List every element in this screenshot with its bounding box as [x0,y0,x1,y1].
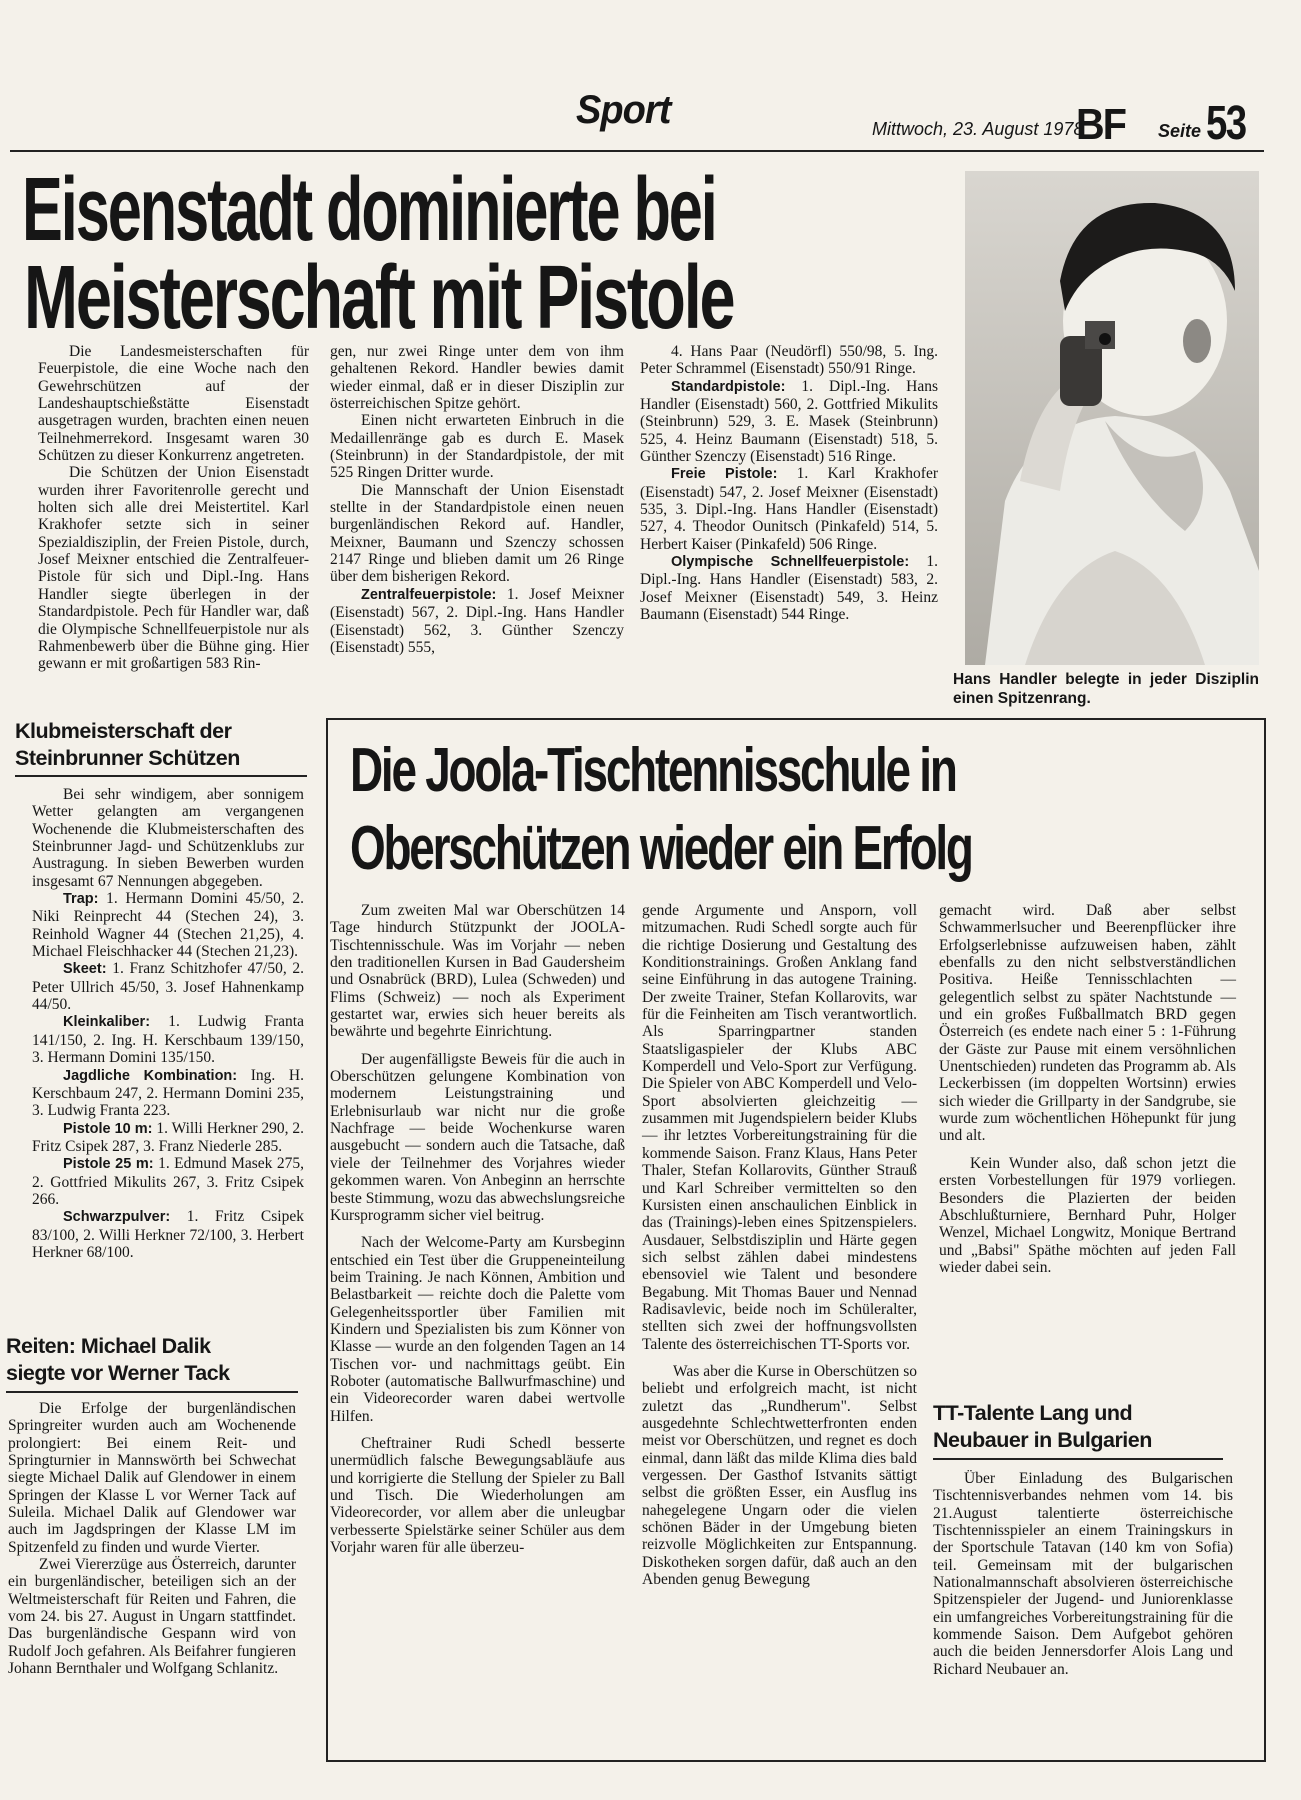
klub-result-pistole-10: Pistole 10 m: 1. Willi Herkner 290, 2. Fritz Csipek 287, 3. Franz Niederle 285. [32,1119,305,1155]
result-label: Zentralfeuerpistole: [361,586,497,603]
joola-headline-line-2: Oberschützen wieder ein Erfolg [350,814,972,883]
klub-result-jagdlich: Jagdliche Kombination: Ing. H. Kerschbaum 247, 2. Hermann Domini 235, 3. Ludwig Franta 223. [32,1066,304,1120]
tt-paragraph-1: Über Einladung des Bulgarischen Tischtennisverbandes nehmen vom 14. bis 21.August talentierte österreichische Tischtennisspieler an einem Trainingskurs in der Sportschule Tatavan (140 km von Sofia) teil. Gemeinsam mit der bulgarischen Nationalmannschaft absolvieren österreichische Spitzenspieler der Jugend- und Juniorenklasse ein umfangreiches Vorbereitungstraining für die kommende Saison. Dem Aufgebot gehören auch die beiden Jennersdorfer Alois Lang und Richard Neubauer an. [933,1470,1233,1678]
main-article-column-3 [640,343,938,624]
header-rule [10,150,1264,152]
klub-paragraph-intro: Bei sehr windigem, aber sonnigem Wetter gelangten am vergangenen Wochenende die Klubmeisterschaften des Steinbrunner Jagd- und Schützenklubs zur Austragung. In sieben Bewerben wurden insgesamt 67 Nennungen abgegeben. [32,786,304,890]
main-col3-paragraph-2: Standardpistole: 1. Dipl.-Ing. Hans Handler (Eisenstadt) 560, 2. Gottfried Mikulits (Steinbrunn) 529, 3. E. Masek (Steinbrunn) 525, 4. Heinz Baumann (Eisenstadt) 518, 5. Günther Szenczy (Eisenstadt) 516 Ringe. [640,377,938,466]
main-article-column-1 [38,343,309,673]
main-col3-paragraph-3: Freie Pistole: 1. Karl Krakhofer (Eisenstadt) 547, 2. Josef Meixner (Eisenstadt) 535, 3. Dipl.-Ing. Hans Handler (Eisenstadt) 527, 4. Theodor Ounitsch (Pinkafeld) 514, 5. Herbert Kaiser (Pinkafeld) 506 Ringe. [640,465,939,553]
main-col3-paragraph-1: 4. Hans Paar (Neudörfl) 550/98, 5. Ing. Peter Schrammel (Eisenstadt) 550/91 Ringe. [640,343,938,378]
tt-article-title: TT-Talente Lang und Neubauer in Bulgarien [933,1401,1152,1452]
joola-c2-paragraph-1: gende Argumente und Ansporn, voll mitzumachen. Rudi Schedl sorgte auch für die richtige Dosierung und Gestaltung des Konditionstrainings. Großen Anklang fand seine Einführung in das autogene Training. Der zweite Trainer, Stefan Kollarovits, war für die Feinheiten am Tisch verantwortlich. Als Sparringpartner standen Staatsligaspieler der Klubs ABC Komperdell und Velo-Sport zur Verfügung. Die Spieler von ABC Komperdell und Velo-Sport absolvierten gleichzeitig — zusammen mit Jugendspielern beider Klubs — ihr letztes Vorbereitungstraining für die kommende Saison. Franz Klaus, Hans Peter Thaler, Stefan Kollarovits, Günther Strauß und Karl Schreiber vermittelten so den Kursisten einen anschaulichen Einblick in das (Trainings)-leben eines Spitzenspielers. Ausdauer, Selbstdisziplin und Härte gegen sich selbst zählen dabei mindestens ebensoviel wie Talent und besondere Begabung. Mit Thomas Bauer und Nennad Radisavlevic, beide noch im Schüleralter, stellten sich zwei der hoffnungsvollsten Talente des österreichischen TT-Sports vor. [642,902,917,1353]
newspaper-logo: BF [1076,100,1126,149]
photo-caption: Hans Handler belegte in jeder Disziplin einen Spitzenrang. [953,671,1259,707]
main-col2-paragraph-4: Zentralfeuerpistole: 1. Josef Meixner (Eisenstadt) 567, 2. Dipl.-Ing. Hans Handler (Eisenstadt) 562, 3. Günther Szenczy (Eisenstadt) 555, [330,585,624,656]
klub-result-skeet: Skeet: 1. Franz Schitzhofer 47/50, 2. Peter Ullrich 45/50, 3. Josef Hahnenkamp 44/50. [32,960,305,1014]
klub-article-body [32,786,304,1261]
main-col2-paragraph-3: Die Mannschaft der Union Eisenstadt stellte in der Standardpistole einen neuen burgenländischen Rekord auf. Handler, Meixner, Baumann und Szenczy schossen 2147 Ringe und blieben damit um 26 Ringe über dem bisherigen Rekord. [330,481,624,586]
main-col2-paragraph-2: Einen nicht erwarteten Einbruch in die Medaillenränge gab es durch E. Masek (Steinbrunn) in der Standardpistole, der mit 525 Ringen Dritter wurde. [330,412,624,482]
shooter-photo [965,171,1259,665]
main-article-column-2 [330,343,624,656]
joola-c1-paragraph-4: Cheftrainer Rudi Schedl besserte unermüdlich falsche Bewegungsabläufe aus und korrigierte die Stellung der Spieler zu Ball und Tisch. Die Wiederholungen am Videorecorder, vor allem aber die unleugbar verbesserte Spielstärke seiner Schüler aus dem Vorjahr waren für alle überzeu- [330,1434,625,1557]
klub-result-pistole-25: Pistole 25 m: 1. Edmund Masek 275, 2. Gottfried Mikulits 267, 3. Fritz Csipek 266. [32,1155,305,1208]
joola-headline-line-1: Die Joola-Tischtennisschule in [350,736,956,805]
klub-result-schwarzpulver: Schwarzpulver: 1. Fritz Csipek 83/100, 2. Willi Herkner 72/100, 3. Herbert Herkner 68/100. [32,1208,304,1261]
main-col2-paragraph-1: gen, nur zwei Ringe unter dem von ihm gehaltenen Rekord. Handler bewies damit wieder einmal, daß er in dieser Disziplin zur österreichischen Spitze gehört. [330,343,624,413]
shooter-photo-image [965,171,1259,665]
joola-column-1 [330,902,625,1556]
main-headline-line-2: Meisterschaft mit Pistole [24,248,734,348]
joola-c1-paragraph-3: Nach der Welcome-Party am Kursbeginn entschied ein Test über die Gruppeneinteilung beim Training. Je nach Können, Ambition und Belastbarkeit — reichte doch die Palette vom Gelegenheitssportler über Familien mit Kindern und Spezialisten bis zum Könner von Klasse — wurde an den folgenden Tagen an 14 Tischen vor- und nachmittags geübt. Ein Roboter (automatische Ballwurfmaschine) und ein Videorecorder waren dabei wertvolle Hilfen. [330,1234,625,1425]
joola-c2-paragraph-2: Was aber die Kurse in Oberschützen so beliebt und erfolgreich macht, ist nicht zuletzt das „Rundherum". Selbst ausgedehnte Schlechtwetterfronten enden meist vor Oberschützen, und regnet es doch einmal, dann läßt das milde Klima dies bald vergessen. Der Gasthof Istvanits sättigt selbst die größten Esser, ein Ausflug ins nahegelegene Ungarn oder die vielen schönen Bäder in der Umgebung bieten reizvolle Möglichkeiten zur Entspannung. Diskotheken sorgen dafür, daß auch an den Abenden genug Bewegung [642,1362,917,1589]
joola-c1-paragraph-2: Der augenfälligste Beweis für die auch in Oberschützen gelungene Kombination von modernem Leistungstraining und Erlebnisurlaub war nicht nur die große Nachfrage — beide Wochenkurse waren ausgebucht — sondern auch die Tatsache, daß viele der Teilnehmer des Vorjahres wieder gekommen waren. Von Anbeginn an herrschte beste Stimmung, wozu das abwechslungsreiche Kursprogramm sicher viel beitrug. [330,1050,625,1224]
reiten-paragraph-2: Zwei Viererzüge aus Österreich, darunter ein burgenländischer, beteiligen sich an der Weltmeisterschaft für Reiten und Fahren, die vom 24. bis 27. August in Ungarn stattfindet. Das burgenländische Gespann wird von Rudolf Joch gefahren. Als Beifahrer fungieren Johann Bernthaler und Wolfgang Schlanitz. [8,1556,296,1678]
page-label: Seite [1158,121,1202,141]
joola-c3-paragraph-2: Kein Wunder also, daß schon jetzt die ersten Vorbestellungen für 1979 vorliegen. Besonders die Plazierten der beiden Abschlußturniere, Bernhard Puhr, Holger Wenzel, Michael Longwitz, Monique Bertrand und „Babsi" Späthe möchten auf jeden Fall wieder dabei sein. [939,1154,1236,1276]
main-col3-paragraph-4: Olympische Schnellfeuerpistole: 1. Dipl.-Ing. Hans Handler (Eisenstadt) 583, 2. Josef Meixner (Eisenstadt) 549, 3. Heinz Baumann (Eisenstadt) 544 Ringe. [640,553,938,624]
main-headline-line-1: Eisenstadt dominierte bei [22,160,716,260]
joola-c1-paragraph-1: Zum zweiten Mal war Oberschützen 14 Tage hindurch Stützpunkt der JOOLA-Tischtennisschule. Was im Vorjahr — neben den traditionellen Kursen in Bad Gaudersheim und Osnabrück (BRD), Lulea (Schweden) und Flims (Schweiz) — noch als Experiment gestartet war, erwies sich heuer bereits als bewährte und begehrte Einrichtung. [330,902,625,1041]
reiten-title-rule [6,1391,298,1393]
tt-article-body [933,1470,1233,1678]
klub-article-title: Klubmeisterschaft der Steinbrunner Schützen [15,719,240,770]
klub-title-rule [15,775,307,777]
reiten-article-body [8,1400,296,1678]
main-col1-paragraph-1: Die Landesmeisterschaften für Feuerpistole, die eine Woche nach den Gewehrschützen auf der Landeshauptschießstätte Eisenstadt ausgetragen wurden, brachten einen neuen Teilnehmerrekord. Insgesamt waren 30 Schützen zu dieser Konkurrenz angetreten. [38,343,309,465]
tt-title-rule [933,1458,1223,1460]
joola-column-3 [939,902,1236,1276]
main-col1-paragraph-2: Die Schützen der Union Eisenstadt wurden ihrer Favoritenrolle gerecht und holten sich alle drei Meistertitel. Karl Krakhofer setzte sich in seiner Spezialdisziplin, der Freien Pistole, durch, Josef Meixner entschied die Zentralfeuer-Pistole für sich und Dipl.-Ing. Hans Handler siegte überlegen in der Standardpistole. Pech für Handler war, daß die Olympische Schnellfeuerpistole nur als Rahmenbewerb über die Bühne ging. Hier gewann er mit großartigen 583 Rin- [38,464,309,673]
klub-result-kleinkaliber: Kleinkaliber: 1. Ludwig Franta 141/150, 2. Ing. H. Kerschbaum 139/150, 3. Hermann Domini 135/150. [32,1013,304,1067]
issue-date: Mittwoch, 23. August 1978 [872,119,1084,139]
section-label: Sport [576,88,671,132]
joola-column-2 [642,902,917,1588]
reiten-article-title: Reiten: Michael Dalik siegte vor Werner Tack [6,1334,230,1385]
joola-c3-paragraph-1: gemacht wird. Daß aber selbst Schwammerlsucher und Beerenpflücker ihre Erfolgserlebnisse aufzuweisen haben, zählt ebenfalls zu den nicht selbstverständlichen Positiva. Heiße Tennisschlachten — gelegentlich selbst zu später Nachtstunde — und ein großes Fußballmatch BRD gegen Österreich (es endete nach einer 5 : 1-Führung der Gäste zur Pause mit einem versöhnlichen Unentschieden) rundeten das Programm ab. Als Leckerbissen (im doppelten Wortsinn) erwies sich wieder die Grillparty in der Sandgrube, sie wurde zum wöchentlichen Höhepunkt für jung und alt. [939,902,1236,1145]
reiten-paragraph-1: Die Erfolge der burgenländischen Springreiter wurden auch am Wochenende prolongiert: Bei einem Reit- und Springturnier in Mannswörth bei Schwechat siegte Michael Dalik auf Glendower in einem Springen der Klasse L vor Werner Tack auf Suleila. Michael Dalik auf Glendower war auch im Jagdspringen der Klasse LM im Spitzenfeld zu finden und wurde Vierter. [8,1400,296,1556]
page-number: 53 [1206,97,1246,150]
klub-result-trap: Trap: 1. Hermann Domini 45/50, 2. Niki Reinprecht 44 (Stechen 24), 3. Reinhold Wagner 44 (Stechen 21,25), 4. Michael Fleischhacker 44 (Stechen 21,23). [32,890,305,961]
